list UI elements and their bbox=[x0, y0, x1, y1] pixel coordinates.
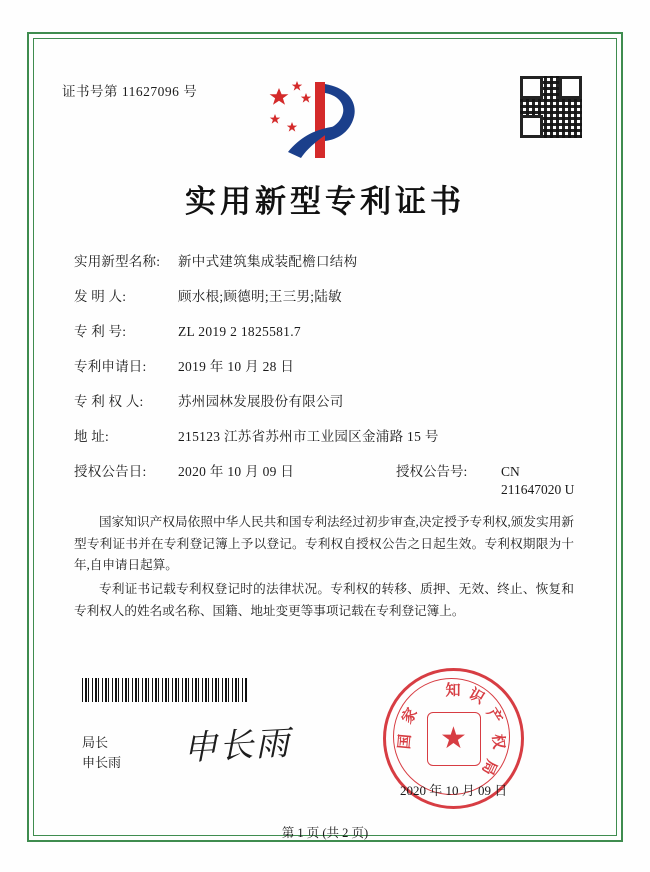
seal-char: 家 bbox=[397, 704, 422, 727]
field-label: 专利申请日: bbox=[74, 359, 147, 375]
cnipa-emblem-icon bbox=[255, 74, 360, 160]
seal-char: 识 bbox=[465, 684, 488, 708]
seal-char: 国 bbox=[394, 733, 415, 750]
seal-char: 知 bbox=[445, 681, 461, 699]
page-footer: 第 1 页 (共 2 页) bbox=[281, 826, 369, 840]
field-value: 苏州园林发展股份有限公司 bbox=[178, 394, 344, 410]
paragraph-register: 专利证书记载专利权登记时的法律状况。专利权的转移、质押、无效、终止、恢复和专利权人的姓名或名称、国籍、地址变更等事项记载在专利登记簿上。 bbox=[74, 581, 574, 618]
field-row bbox=[74, 358, 579, 376]
field-value: 新中式建筑集成装配檐口结构 bbox=[178, 254, 358, 269]
field-row bbox=[74, 253, 579, 271]
field-value: 2020 年 10 月 09 日 bbox=[178, 464, 295, 480]
seal-date: 2020 年 10 月 09 日 bbox=[400, 783, 508, 798]
certificate-number: 证书号第 11627096 号 bbox=[62, 84, 198, 99]
page-title: 实用新型专利证书 bbox=[185, 184, 465, 220]
barcode-icon bbox=[82, 678, 247, 702]
field-label: 实用新型名称: bbox=[74, 254, 161, 269]
handwritten-signature: 申长雨 bbox=[182, 723, 293, 769]
field-value: 215123 江苏省苏州市工业园区金浦路 15 号 bbox=[178, 429, 439, 445]
field-label: 发 明 人: bbox=[74, 289, 127, 305]
field-row bbox=[74, 288, 579, 306]
field-label: 专 利 号: bbox=[74, 324, 127, 340]
field-label: 专 利 权 人: bbox=[74, 394, 144, 410]
field-row-dual bbox=[74, 463, 579, 498]
field-row bbox=[74, 323, 579, 341]
paragraph-grant: 国家知识产权局依照中华人民共和国专利法经过初步审查,决定授予专利权,颁发实用新型专利证书并在专利登记簿上予以登记。专利权自授权公告之日起生效。专利权期限为十年,自申请日起算。 bbox=[74, 515, 574, 573]
field-value: 2019 年 10 月 28 日 bbox=[178, 359, 295, 375]
field-list bbox=[74, 253, 579, 516]
seal-char: 局 bbox=[478, 756, 501, 778]
seal-char: 产 bbox=[482, 704, 507, 727]
field-label-secondary: 授权公告号: bbox=[396, 464, 468, 480]
field-value: 顾水根;顾德明;王三男;陆敏 bbox=[178, 289, 342, 305]
seal-emblem-icon: ★ bbox=[427, 712, 481, 766]
field-value-secondary: CN 211647020 U bbox=[501, 464, 575, 497]
signatory-block bbox=[82, 733, 121, 773]
seal-char: 权 bbox=[488, 733, 509, 750]
legal-text bbox=[74, 512, 574, 624]
field-value: ZL 2019 2 1825581.7 bbox=[178, 324, 301, 340]
signatory-name: 申长雨 bbox=[82, 755, 122, 771]
field-label: 授权公告日: bbox=[74, 464, 147, 480]
field-label: 地 址: bbox=[74, 429, 109, 445]
field-row bbox=[74, 428, 579, 446]
signatory-title: 局长 bbox=[82, 735, 109, 750]
qr-code-icon bbox=[520, 76, 582, 138]
field-row bbox=[74, 393, 579, 411]
